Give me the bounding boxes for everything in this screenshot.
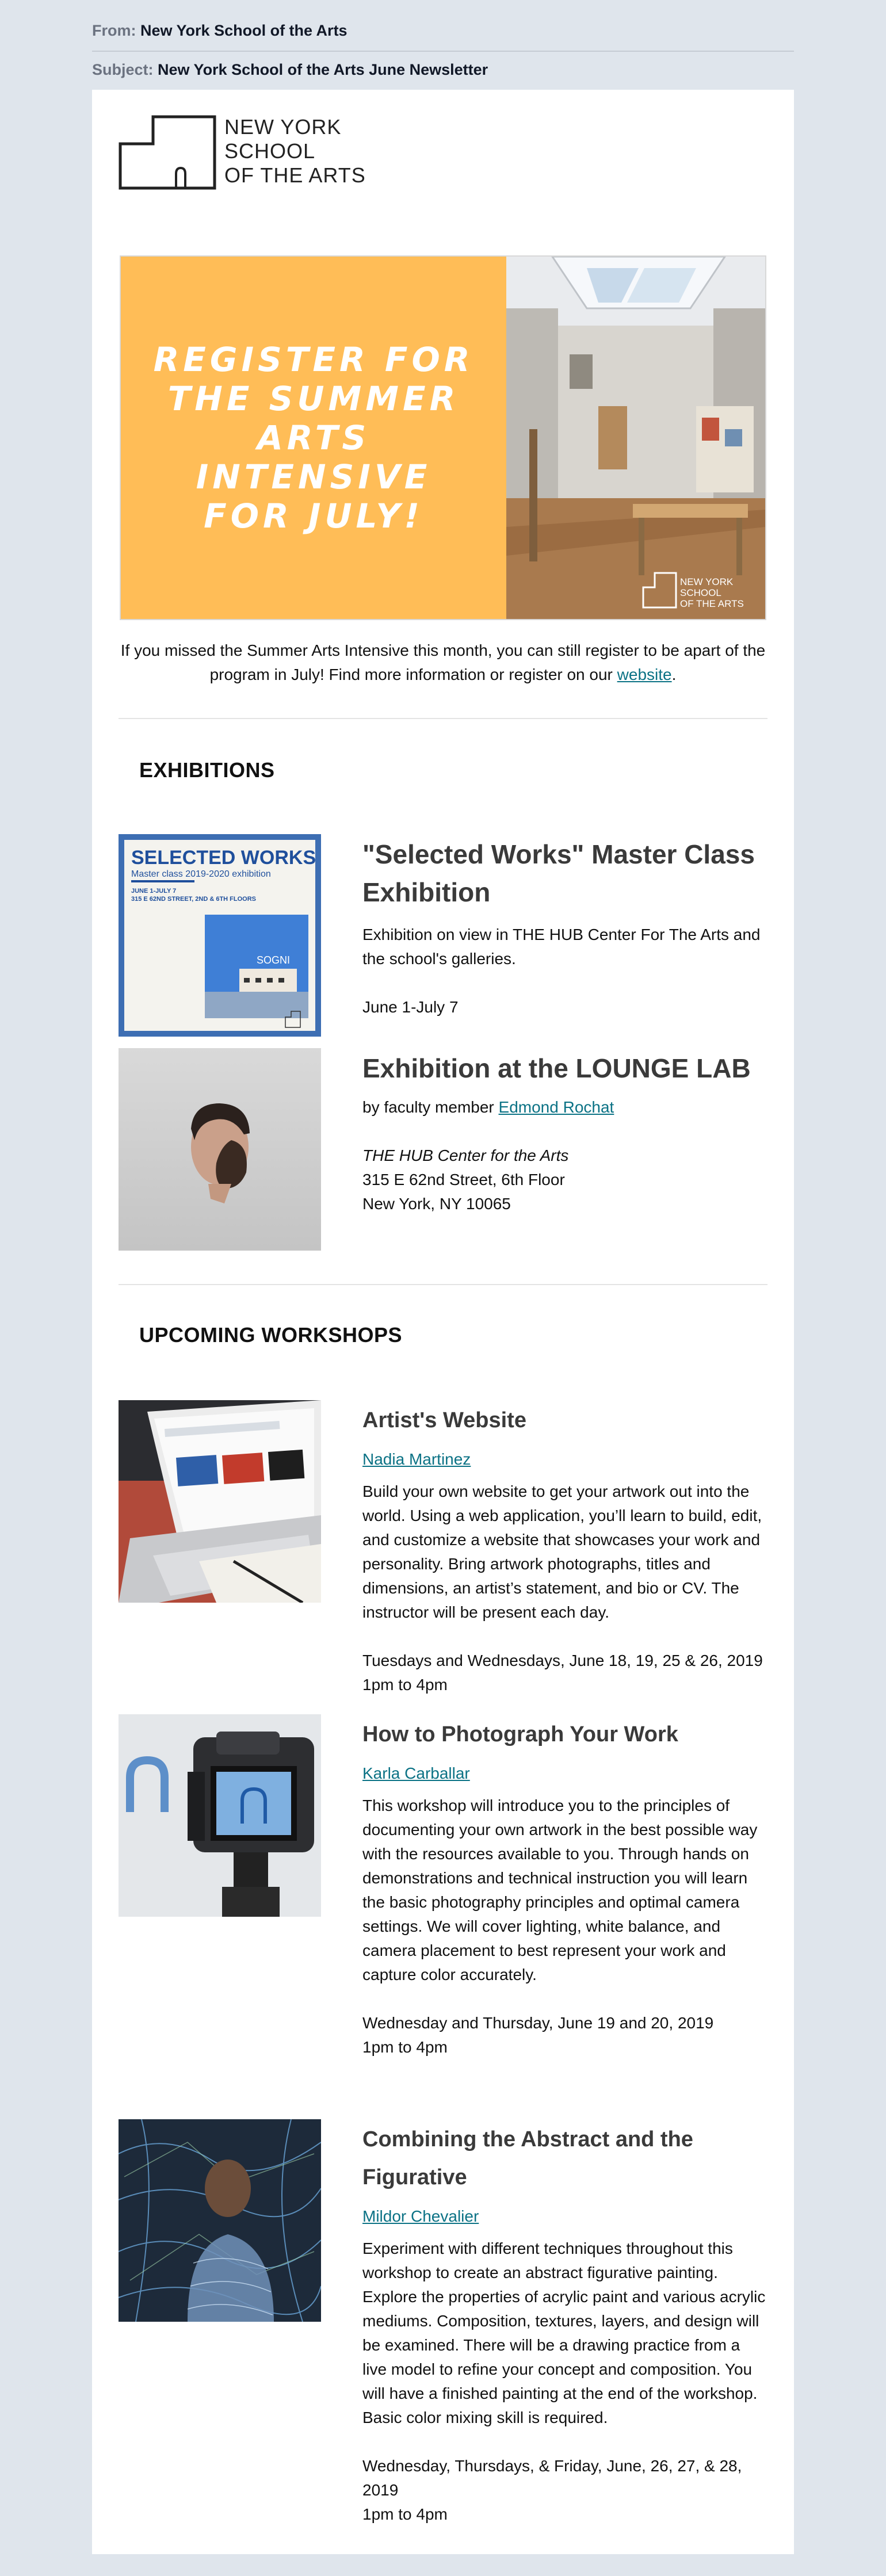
workshop-description: Experiment with different techniques throughout this workshop to create an abstract figurative painting. Explore the properties of acrylic paint and various acrylic mediums. Composition, textures, layers, and design will be examined. There will be a drawing practice from a live model to refine your concept and composition. You will have a finished painting at the end of the workshop. Basic color mixing skill is required. [362,2239,766,2426]
logo-wordmark [224,115,366,188]
workshop-title: Artist's Website [362,1408,526,1432]
exhibition-venue: THE HUB Center for the Arts [362,1146,569,1164]
workshop-title: How to Photograph Your Work [362,1722,678,1746]
section-divider [119,718,767,719]
intro-end: . [671,666,677,683]
exhibition-byline [362,1095,767,1119]
watermark-line-3: OF THE ARTS [680,598,744,609]
workshop-dates: Wednesday and Thursday, June 19 and 20, 2019 [362,2014,714,2032]
exhibition-address-2: New York, NY 10065 [362,1195,511,1213]
promo-line-3: ARTS INTENSIVE [196,418,431,496]
watermark-line-1: NEW YORK [680,576,734,587]
instructor-link[interactable]: Karla Carballar [362,1764,470,1782]
watermark-line-2: SCHOOL [680,587,721,598]
intro-paragraph [115,639,771,687]
from-value: New York School of the Arts [140,22,347,39]
selected-works-poster[interactable] [119,834,321,1037]
abstract-figurative-painting[interactable] [119,2119,321,2322]
workshop-item-abstract-figurative [362,2120,767,2527]
newsletter-body [92,90,794,2554]
workshop-item-artists-website [362,1401,767,1697]
workshop-dates: Wednesday, Thursdays, & Friday, June, 26, 27, & 28, 2019 [362,2457,742,2499]
workshop-time: 1pm to 4pm [362,2505,448,2523]
header-divider [92,51,794,52]
poster-sign: SOGNI [257,954,291,966]
intro-text: If you missed the Summer Arts Intensive this month, you can still register to be apart of the program in July! Find more information or register on our [120,641,766,683]
exhibition-title: Exhibition at the LOUNGE LAB [362,1053,751,1083]
email-from [92,22,794,40]
promo-line-2: THE SUMMER [167,379,460,418]
email-subject [92,61,794,79]
workshop-time: 1pm to 4pm [362,2038,448,2056]
workshop-title: Combining the Abstract and the Figurative [362,2127,693,2189]
hero-watermark [680,576,744,609]
school-logo[interactable] [119,115,366,196]
from-label: From: [92,22,136,39]
poster-address: 315 E 62ND STREET, 2ND & 6TH FLOORS [131,896,256,903]
exhibition-address-1: 315 E 62nd Street, 6th Floor [362,1171,565,1188]
exhibition-title: "Selected Works" Master Class Exhibition [362,839,755,907]
workshop-description: Build your own website to get your artwork out into the world. Using a web application, you’ll learn to build, edit, and customize a website that showcases your work and personality. Bring artwork photographs, titles and dimensions, an artist’s statement, and bio or CV. The instructor will be present each day. [362,1482,762,1621]
exhibitions-heading: EXHIBITIONS [139,758,275,782]
workshops-heading: UPCOMING WORKSHOPS [139,1323,403,1347]
promo-line-1: REGISTER FOR [153,340,474,379]
hero-promo-panel [121,257,506,619]
section-divider [119,1284,767,1285]
instructor-link[interactable]: Mildor Chevalier [362,2207,479,2225]
subject-label: Subject: [92,61,154,78]
artist-link[interactable]: Edmond Rochat [498,1098,614,1116]
poster-subtitle: Master class 2019-2020 exhibition [131,869,271,879]
website-link[interactable]: website [617,666,672,683]
artists-website-photo[interactable] [119,1400,321,1603]
hero-banner[interactable] [120,255,766,620]
exhibition-description: Exhibition on view in THE HUB Center For The Arts and the school's galleries. [362,926,761,968]
poster-title: SELECTED WORKS [131,847,316,869]
photograph-work-photo[interactable] [119,1714,321,1917]
exhibition-item-selected-works [362,835,767,1019]
workshop-dates: Tuesdays and Wednesdays, June 18, 19, 25 & 26, 2019 [362,1652,763,1669]
instructor-link[interactable]: Nadia Martinez [362,1450,471,1468]
logo-line-2: SCHOOL [224,139,316,163]
workshop-time: 1pm to 4pm [362,1676,448,1694]
workshop-item-photograph-your-work [362,1715,767,2059]
studio-photo [506,257,765,619]
logo-mark-icon [119,115,216,190]
logo-line-1: NEW YORK [224,115,342,139]
exhibition-dates: June 1-July 7 [362,998,459,1016]
logo-line-3: OF THE ARTS [224,163,366,187]
edmond-rochat-portrait[interactable] [119,1048,321,1251]
hero-promo-text [152,340,475,536]
workshop-description: This workshop will introduce you to the principles of documenting your own artwork in the best possible way with the resources available to you. Through hands on demonstrations and technical instruction you will learn the basic photography principles and optimal camera settings. We will cover lighting, white balance, and camera placement to best represent your work and capture color accurately. [362,1797,758,1983]
subject-value: New York School of the Arts June Newsletter [158,61,488,78]
byline-text: by faculty member [362,1098,499,1116]
promo-line-4: FOR JULY! [204,496,423,536]
exhibition-item-lounge-lab [362,1049,767,1216]
poster-dates: JUNE 1-JULY 7 [131,888,177,895]
